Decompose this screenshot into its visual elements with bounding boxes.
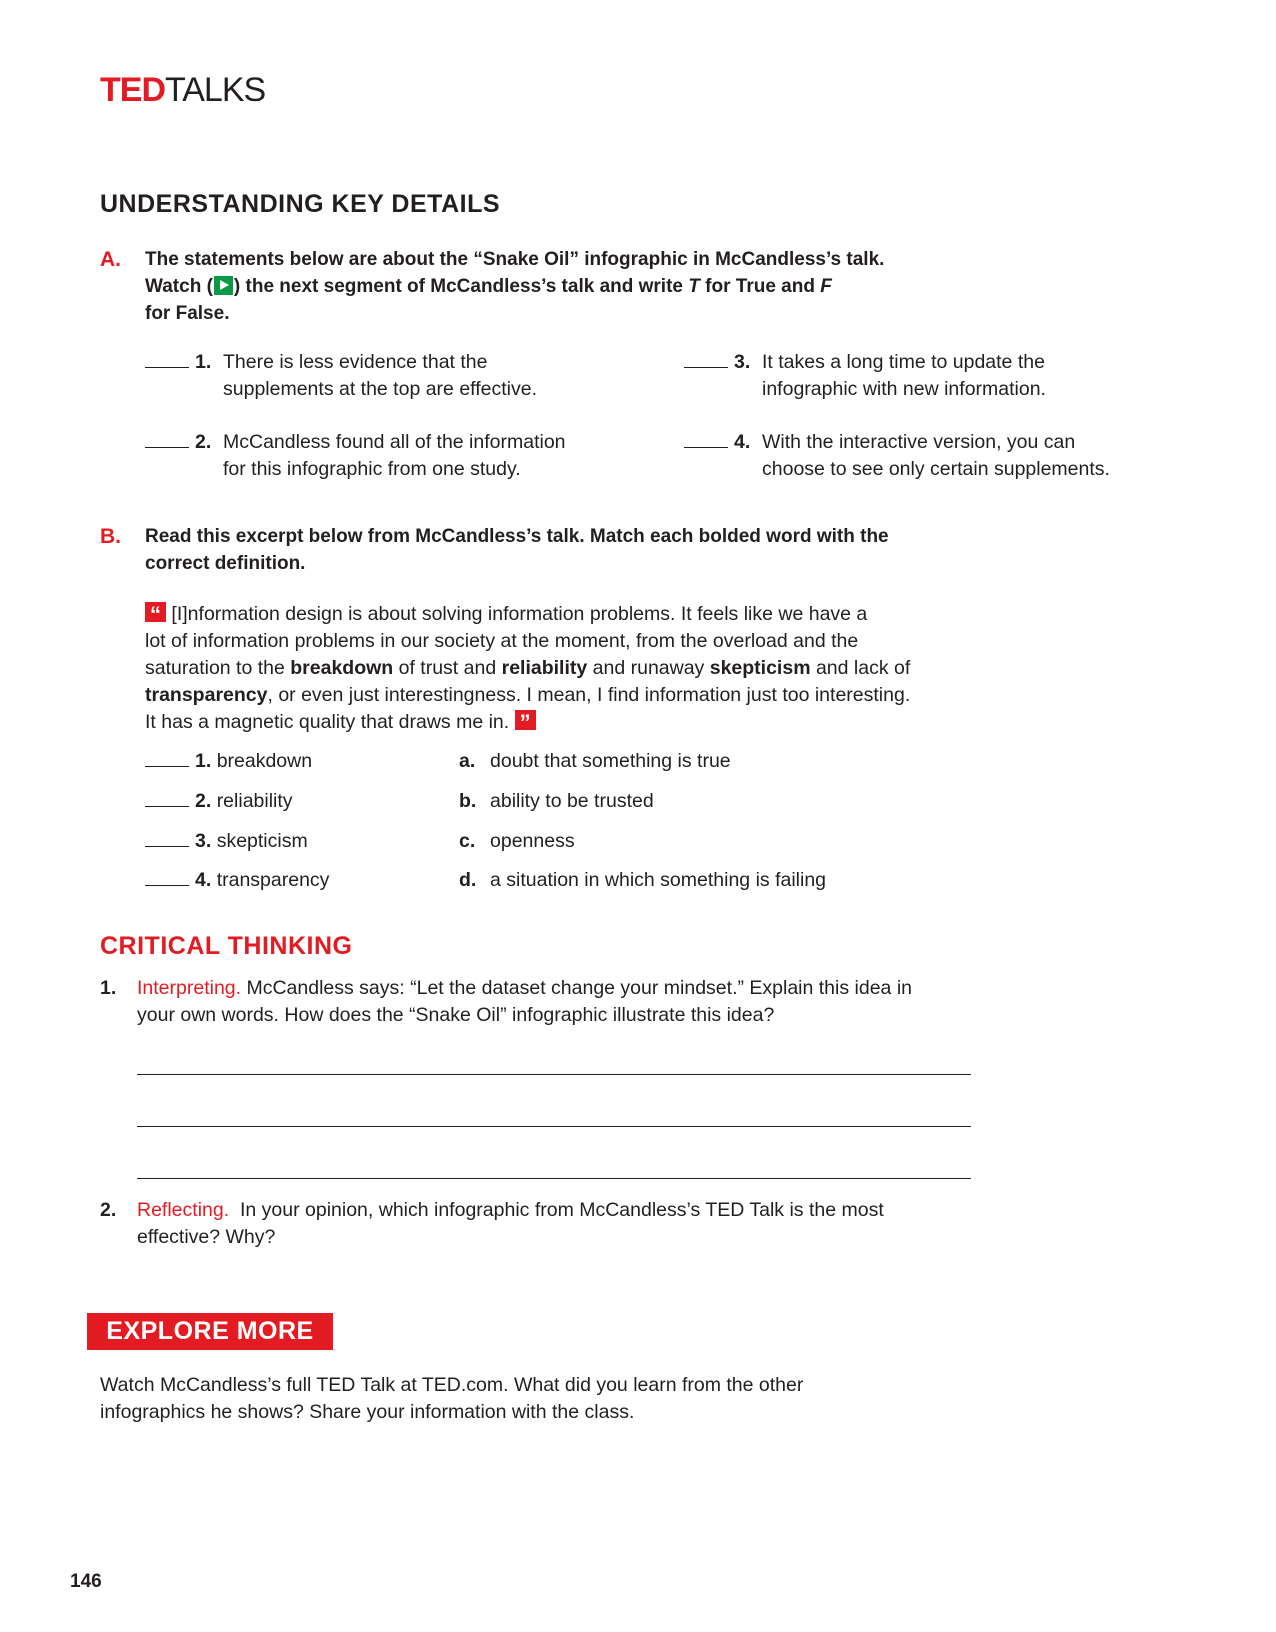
section-title-understanding: UNDERSTANDING KEY DETAILS — [100, 190, 501, 218]
open-quote-icon: “ — [145, 602, 166, 622]
excerpt-line1 — [145, 601, 1025, 628]
item-text — [762, 349, 1046, 403]
question-line1-text: In your opinion, which infographic from McCandless’s TED Talk is the most — [229, 1199, 884, 1221]
question-line2: your own words. How does the “Snake Oil” infographic illustrate this idea? — [137, 1004, 775, 1026]
answer-blank[interactable] — [684, 447, 728, 448]
word-text: skepticism — [216, 830, 308, 852]
bold-word-breakdown: breakdown — [290, 657, 394, 679]
item-text — [762, 429, 1110, 483]
instr-watch-text: Watch ( — [145, 276, 213, 297]
answer-line-3[interactable] — [137, 1178, 971, 1179]
question-line1 — [137, 1197, 1000, 1224]
item-line2: supplements at the top are effective. — [223, 378, 537, 400]
part-a-item-2 — [145, 429, 625, 480]
question-number: 1. — [100, 977, 117, 999]
answer-blank[interactable] — [145, 846, 189, 847]
word-number: 4. — [195, 869, 212, 891]
definition-letter: d. — [459, 869, 477, 891]
bold-word-reliability: reliability — [501, 657, 588, 679]
answer-line-1[interactable] — [137, 1074, 971, 1075]
excerpt-line5 — [145, 709, 1025, 736]
definition-letter: a. — [459, 750, 476, 772]
explore-line1: Watch McCandless’s full TED Talk at TED.com. What did you learn from the other — [100, 1374, 804, 1396]
question-label-reflecting: Reflecting. — [137, 1199, 230, 1221]
item-number: 2. — [195, 431, 212, 453]
answer-blank[interactable] — [145, 885, 189, 886]
question-number: 2. — [100, 1199, 117, 1221]
part-a-letter: A. — [100, 248, 121, 271]
part-b-letter: B. — [100, 525, 121, 548]
logo-talks: TALKS — [165, 71, 266, 109]
item-number: 3. — [734, 351, 751, 373]
word-text: breakdown — [216, 750, 313, 772]
definition-text: doubt that something is true — [490, 750, 731, 772]
part-a-instr-line2 — [145, 273, 1005, 300]
explore-more-text — [100, 1372, 1000, 1426]
excerpt-line4 — [145, 682, 1025, 709]
item-line1: With the interactive version, you can — [762, 431, 1076, 453]
instr-t: T — [688, 276, 700, 297]
explore-more-banner: EXPLORE MORE — [87, 1313, 333, 1350]
word-text: reliability — [216, 790, 293, 812]
excerpt-text: and lack of — [810, 657, 911, 679]
question-line1 — [137, 975, 1000, 1002]
part-a-item-3 — [684, 349, 1164, 400]
definition-c — [459, 828, 959, 855]
definition-text: openness — [490, 830, 575, 852]
definition-d — [459, 867, 959, 894]
answer-blank[interactable] — [145, 367, 189, 368]
item-line1: There is less evidence that the — [223, 351, 488, 373]
excerpt-text: [I]nformation design is about solving information problems. It feels like we have a — [171, 603, 868, 625]
answer-blank[interactable] — [145, 806, 189, 807]
item-line1: McCandless found all of the information — [223, 431, 566, 453]
word-number: 3. — [195, 830, 212, 852]
definition-letter: c. — [459, 830, 476, 852]
question-line2: effective? Why? — [137, 1226, 276, 1248]
instr-segment-text: ) the next segment of McCandless’s talk and write — [233, 276, 689, 297]
definition-letter: b. — [459, 790, 477, 812]
item-text — [223, 349, 537, 403]
item-text — [223, 429, 566, 483]
match-word-3 — [145, 828, 435, 855]
part-b-instr-line2: correct definition. — [145, 553, 306, 574]
definition-a — [459, 748, 959, 775]
question-line1-text: McCandless says: “Let the dataset change your mindset.” Explain this idea in — [241, 977, 912, 999]
page-number: 146 — [70, 1571, 102, 1592]
part-a-item-1 — [145, 349, 625, 400]
item-number: 4. — [734, 431, 751, 453]
item-number: 1. — [195, 351, 212, 373]
critical-question-2 — [100, 1197, 1000, 1251]
explore-line2: infographics he shows? Share your information with the class. — [100, 1401, 635, 1423]
bold-word-transparency: transparency — [145, 684, 268, 706]
definition-text: ability to be trusted — [490, 790, 654, 812]
part-a-instr-line1: The statements below are about the “Snake Oil” infographic in McCandless’s talk. — [145, 249, 885, 270]
close-quote-icon: ” — [515, 710, 536, 730]
question-text — [137, 975, 1000, 1029]
instr-f: F — [820, 276, 832, 297]
answer-blank[interactable] — [145, 447, 189, 448]
excerpt-line3 — [145, 655, 1025, 682]
play-icon — [214, 276, 233, 295]
match-word-1 — [145, 748, 435, 775]
excerpt-block — [145, 601, 1025, 736]
excerpt-text: and runaway — [587, 657, 710, 679]
definition-text: a situation in which something is failing — [490, 869, 827, 891]
answer-line-2[interactable] — [137, 1126, 971, 1127]
item-line2: infographic with new information. — [762, 378, 1046, 400]
bold-word-skepticism: skepticism — [709, 657, 811, 679]
critical-question-1 — [100, 975, 1000, 1029]
item-line1: It takes a long time to update the — [762, 351, 1045, 373]
word-number: 2. — [195, 790, 212, 812]
excerpt-text: It has a magnetic quality that draws me in. — [145, 711, 515, 733]
word-text: transparency — [216, 869, 330, 891]
answer-blank[interactable] — [145, 766, 189, 767]
part-b-instructions — [145, 523, 1005, 577]
excerpt-text: saturation to the — [145, 657, 291, 679]
logo-ted: TED — [100, 71, 165, 109]
question-label-interpreting: Interpreting. — [137, 977, 242, 999]
question-text — [137, 1197, 1000, 1251]
excerpt-text: , or even just interestingness. I mean, I find information just too interesting. — [267, 684, 911, 706]
ted-talks-logo — [100, 70, 265, 110]
answer-blank[interactable] — [684, 367, 728, 368]
definition-b — [459, 788, 959, 815]
excerpt-text: of trust and — [393, 657, 502, 679]
instr-for-true: for True and — [699, 276, 821, 297]
part-a-instr-line3: for False. — [145, 303, 230, 324]
item-line2: choose to see only certain supplements. — [762, 458, 1110, 480]
part-b-instr-line1: Read this excerpt below from McCandless’s talk. Match each bolded word with the — [145, 526, 889, 547]
part-a-instructions — [145, 246, 1005, 327]
excerpt-line2: lot of information problems in our society at the moment, from the overload and the — [145, 630, 859, 652]
section-title-critical-thinking: CRITICAL THINKING — [100, 932, 353, 960]
word-number: 1. — [195, 750, 212, 772]
item-line2: for this infographic from one study. — [223, 458, 521, 480]
match-word-4 — [145, 867, 435, 894]
part-a-item-4 — [684, 429, 1164, 480]
match-word-2 — [145, 788, 435, 815]
